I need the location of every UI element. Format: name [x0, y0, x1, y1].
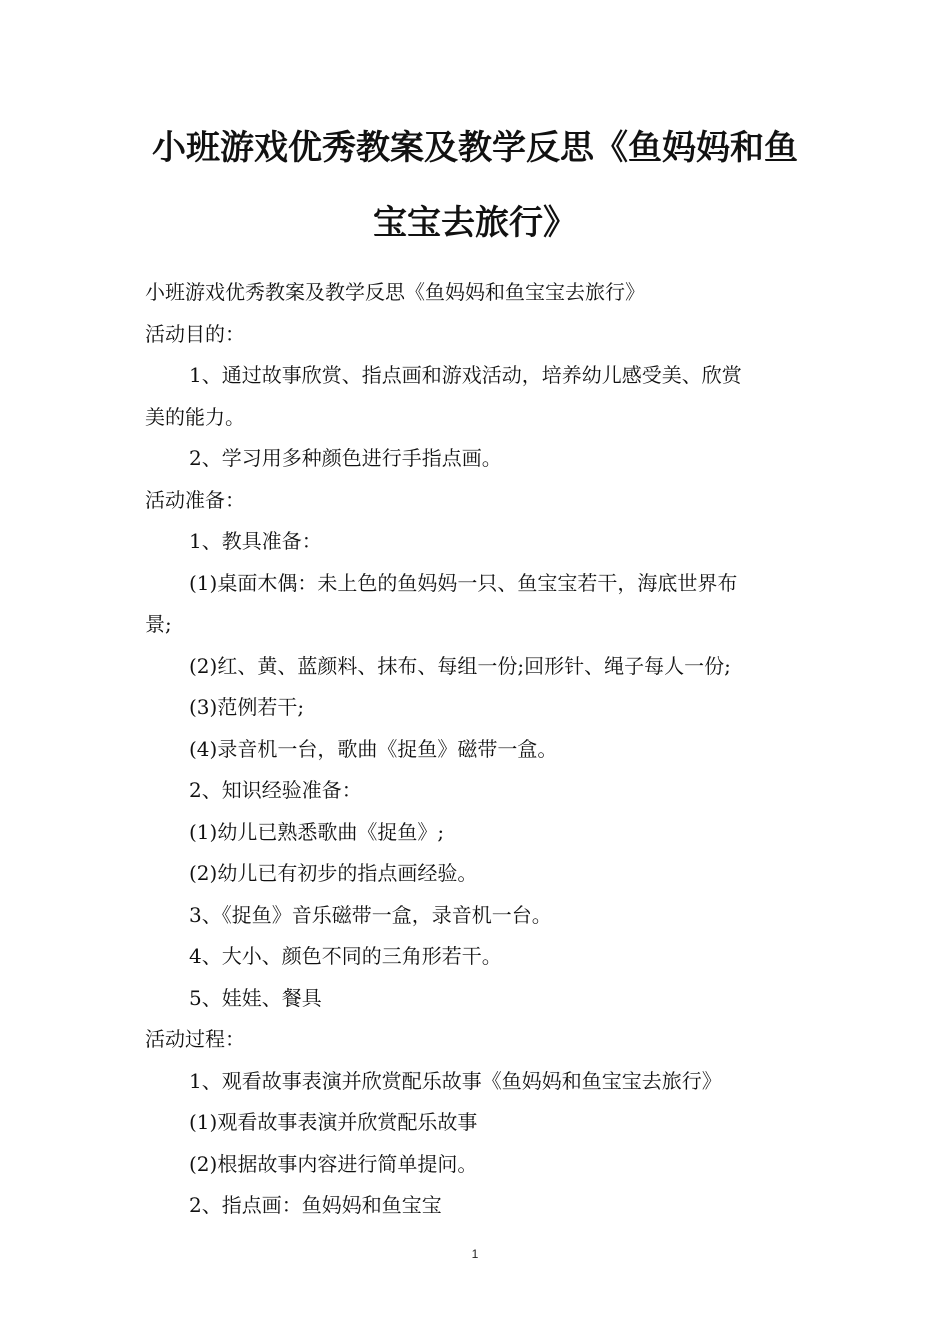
paragraph: (1)观看故事表演并欣赏配乐故事 — [189, 1110, 478, 1134]
document-title-line-2: 宝宝去旅行》 — [373, 203, 577, 243]
paragraph: 5、娃娃、餐具 — [189, 985, 322, 1010]
paragraph: (1)桌面木偶：未上色的鱼妈妈一只、鱼宝宝若干，海底世界布 — [189, 570, 738, 595]
page-number: 1 — [471, 1247, 479, 1261]
heading-activity-process: 活动过程： — [145, 1027, 245, 1051]
paragraph: (3)范例若干; — [189, 695, 305, 719]
paragraph: (2)幼儿已有初步的指点画经验。 — [189, 861, 478, 885]
paragraph: (1)幼儿已熟悉歌曲《捉鱼》; — [189, 819, 445, 844]
heading-activity-goals: 活动目的： — [145, 321, 245, 346]
paragraph: 1、通过故事欣赏、指点画和游戏活动，培养幼儿感受美、欣赏 — [189, 363, 742, 387]
paragraph: (2)根据故事内容进行简单提问。 — [189, 1151, 478, 1176]
paragraph-continuation: 景; — [145, 612, 172, 636]
paragraph: 1、观看故事表演并欣赏配乐故事《鱼妈妈和鱼宝宝去旅行》 — [189, 1068, 722, 1093]
paragraph: 3、《捉鱼》音乐磁带一盒，录音机一台。 — [189, 902, 552, 927]
document-body — [145, 272, 805, 1227]
paragraph: 4、大小、颜色不同的三角形若干。 — [189, 944, 502, 968]
paragraph: (2)红、黄、蓝颜料、抹布、每组一份;回形针、绳子每人一份; — [189, 653, 731, 678]
paragraph: 2、学习用多种颜色进行手指点画。 — [189, 446, 502, 470]
document-title-line-1: 小班游戏优秀教案及教学反思《鱼妈妈和鱼 — [152, 128, 798, 168]
paragraph: (4)录音机一台，歌曲《捉鱼》磁带一盒。 — [189, 736, 558, 761]
paragraph: 1、教具准备： — [189, 529, 322, 553]
paragraph: 2、知识经验准备： — [189, 778, 362, 802]
paragraph-continuation: 美的能力。 — [145, 404, 245, 429]
paragraph-subtitle: 小班游戏优秀教案及教学反思《鱼妈妈和鱼宝宝去旅行》 — [145, 280, 645, 304]
heading-activity-preparation: 活动准备： — [145, 487, 245, 512]
paragraph: 2、指点画：鱼妈妈和鱼宝宝 — [189, 1193, 442, 1217]
